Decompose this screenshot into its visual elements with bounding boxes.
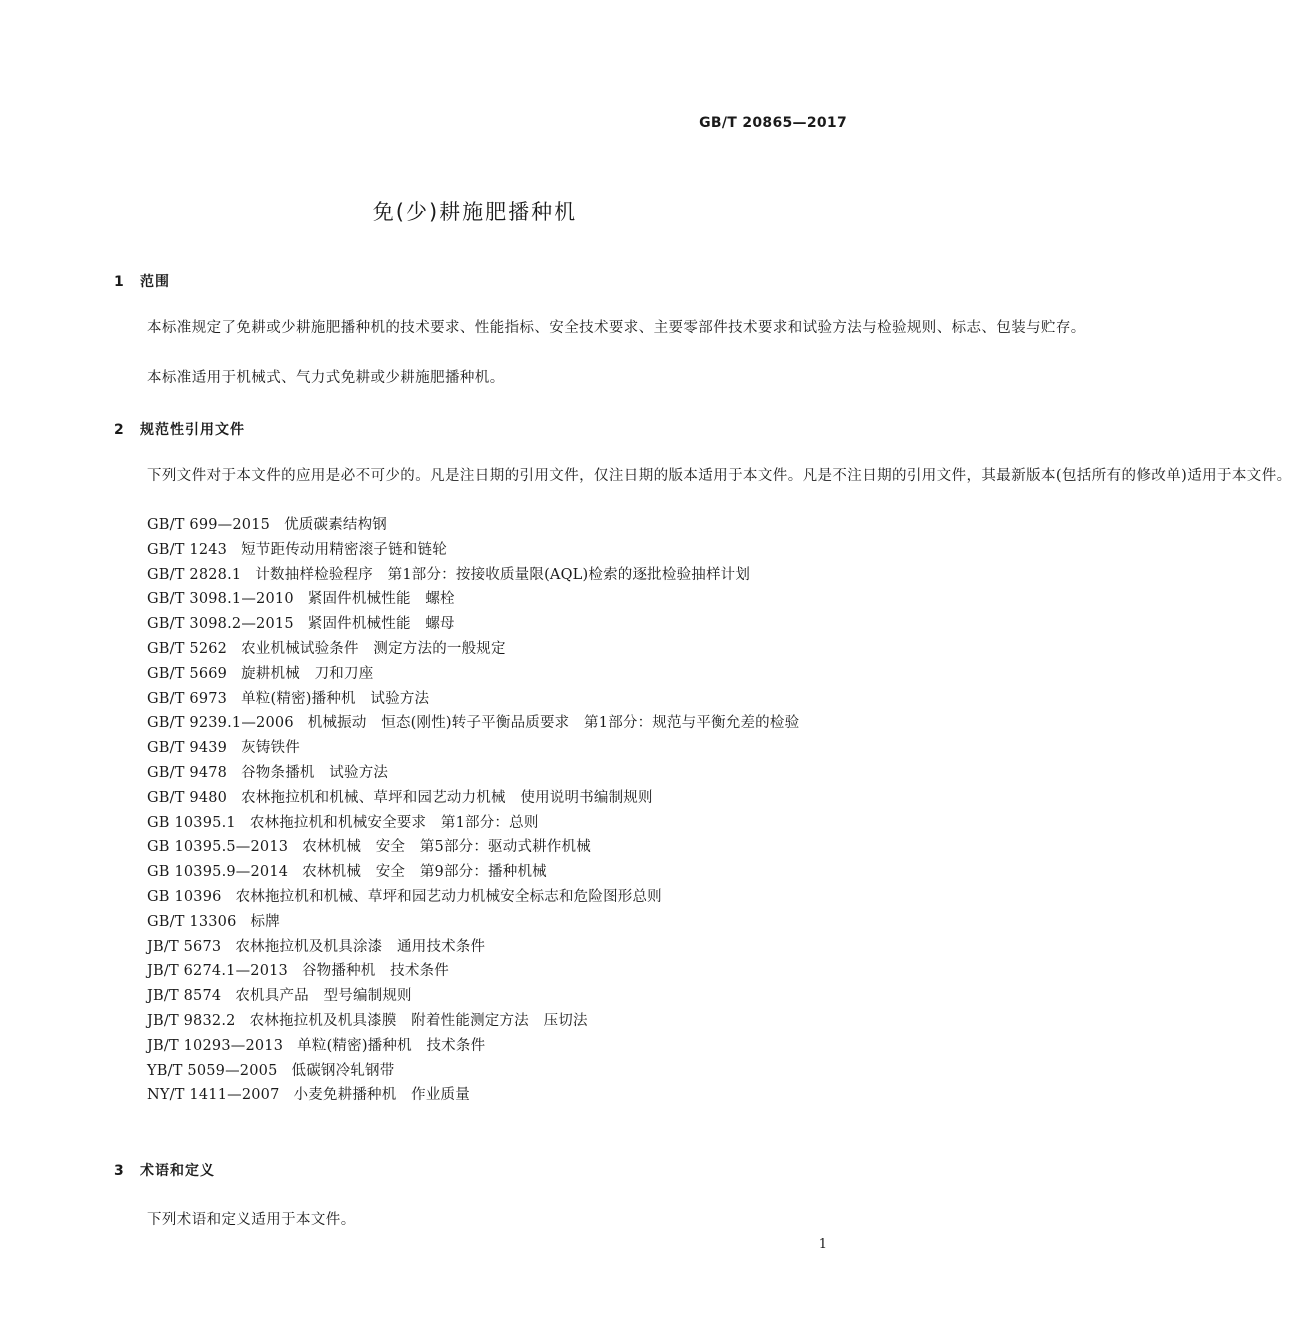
- reference-item: [114, 835, 849, 860]
- references-intro-paragraph: 下列文件对于本文件的应用是必不可少的。凡是注日期的引用文件，仅注日期的版本适用于本文件。凡是不注日期的引用文件，其最新版本(包括所有的修改单)适用于本文件。: [147, 468, 1292, 484]
- reference-item: [114, 761, 849, 786]
- reference-code: GB 10395.9—2014: [147, 864, 289, 881]
- reference-title: 农业机械试验条件 测定方法的一般规定: [241, 640, 506, 657]
- section-number: 3: [114, 1163, 125, 1179]
- reference-item: [114, 1009, 849, 1034]
- reference-code: GB 10395.5—2013: [147, 839, 289, 856]
- reference-code: JB/T 5673: [147, 938, 222, 955]
- reference-title: 农林拖拉机及机具漆膜 附着性能测定方法 压切法: [249, 1012, 588, 1029]
- reference-title: 优质碳素结构钢: [284, 517, 387, 533]
- reference-item: [114, 563, 849, 588]
- reference-item: [114, 1083, 849, 1108]
- reference-item: [114, 984, 849, 1009]
- reference-title: 农林拖拉机和机械、草坪和园艺动力机械安全标志和危险图形总则: [235, 888, 662, 905]
- reference-title: 单粒(精密)播种机 技术条件: [297, 1037, 486, 1054]
- reference-title: 农林机械 安全 第9部分：播种机械: [302, 864, 547, 881]
- reference-item: [114, 811, 849, 836]
- section-title: 范围: [140, 274, 170, 290]
- reference-code: GB/T 2828.1: [147, 566, 242, 583]
- reference-title: 旋耕机械 刀和刀座: [241, 665, 374, 682]
- reference-item: [114, 612, 849, 637]
- section-number: 1: [114, 274, 125, 290]
- terms-intro-paragraph: 下列术语和定义适用于本文件。: [147, 1212, 356, 1228]
- reference-item: [114, 736, 849, 761]
- reference-code: GB 10395.1: [147, 814, 236, 831]
- reference-title: 农林拖拉机及机具涂漆 通用技术条件: [235, 938, 486, 955]
- reference-item: [114, 786, 849, 811]
- reference-title: 短节距传动用精密滚子链和链轮: [241, 541, 447, 558]
- reference-list: [114, 513, 849, 1108]
- section-number: 2: [114, 422, 125, 438]
- reference-code: GB/T 9439: [147, 740, 228, 757]
- reference-item: [114, 637, 849, 662]
- page-number: 1: [818, 1237, 827, 1252]
- reference-title: 低碳钢冷轧钢带: [291, 1062, 395, 1079]
- reference-title: 单粒(精密)播种机 试验方法: [241, 690, 430, 707]
- reference-item: [114, 910, 849, 935]
- reference-item: [114, 1059, 849, 1084]
- reference-code: GB/T 699—2015: [147, 517, 271, 533]
- reference-code: GB/T 9239.1—2006: [147, 715, 294, 732]
- reference-code: GB/T 9478: [147, 764, 228, 781]
- reference-code: YB/T 5059—2005: [147, 1062, 278, 1079]
- reference-code: JB/T 8574: [147, 988, 222, 1005]
- reference-code: JB/T 6274.1—2013: [147, 963, 288, 980]
- reference-item: [114, 587, 849, 612]
- reference-title: 紧固件机械性能 螺栓: [307, 591, 455, 608]
- reference-title: 紧固件机械性能 螺母: [307, 616, 455, 633]
- reference-item: [114, 711, 849, 736]
- reference-title: 谷物播种机 技术条件: [301, 963, 449, 980]
- reference-item: [114, 860, 849, 885]
- section-title: 术语和定义: [140, 1163, 215, 1179]
- reference-code: JB/T 9832.2: [147, 1012, 236, 1029]
- reference-code: JB/T 10293—2013: [147, 1037, 284, 1054]
- reference-title: 机械振动 恒态(刚性)转子平衡品质要求 第1部分：规范与平衡允差的检验: [307, 715, 800, 732]
- reference-title: 谷物条播机 试验方法: [241, 764, 389, 781]
- reference-code: GB/T 3098.2—2015: [147, 616, 294, 633]
- reference-code: GB/T 5669: [147, 665, 228, 682]
- reference-code: GB/T 3098.1—2010: [147, 591, 294, 608]
- reference-item: [114, 513, 849, 538]
- section-title: 规范性引用文件: [140, 422, 245, 438]
- reference-item: [114, 959, 849, 984]
- reference-title: 农林机械 安全 第5部分：驱动式耕作机械: [302, 839, 591, 856]
- reference-title: 灰铸铁件: [241, 740, 300, 757]
- reference-title: 标牌: [250, 913, 280, 930]
- reference-code: GB/T 13306: [147, 913, 237, 930]
- reference-title: 小麦免耕播种机 作业质量: [293, 1087, 470, 1104]
- reference-item: [114, 1034, 849, 1059]
- reference-title: 农林拖拉机和机械安全要求 第1部分：总则: [249, 814, 539, 831]
- scope-paragraph-1: 本标准规定了免耕或少耕施肥播种机的技术要求、性能指标、安全技术要求、主要零部件技术要求和试验方法与检验规则、标志、包装与贮存。: [147, 320, 1086, 336]
- standard-code: GB/T 20865—2017: [699, 115, 847, 131]
- reference-item: [114, 885, 849, 910]
- reference-code: NY/T 1411—2007: [147, 1087, 280, 1104]
- section-heading-normative-references: [114, 419, 245, 439]
- reference-code: GB/T 6973: [147, 690, 228, 707]
- reference-item: [114, 662, 849, 687]
- reference-title: 计数抽样检验程序 第1部分：按接收质量限(AQL)检索的逐批检验抽样计划: [255, 566, 751, 583]
- reference-code: GB 10396: [147, 888, 222, 905]
- scope-paragraph-2: 本标准适用于机械式、气力式免耕或少耕施肥播种机。: [147, 370, 505, 386]
- section-heading-scope: [114, 271, 170, 291]
- section-heading-terms-and-definitions: [114, 1160, 215, 1180]
- reference-title: 农林拖拉机和机械、草坪和园艺动力机械 使用说明书编制规则: [241, 789, 653, 806]
- reference-item: [114, 538, 849, 563]
- document-title: 免(少)耕施肥播种机: [372, 200, 578, 224]
- reference-code: GB/T 1243: [147, 541, 228, 558]
- reference-title: 农机具产品 型号编制规则: [235, 988, 412, 1005]
- reference-code: GB/T 9480: [147, 789, 228, 806]
- reference-item: [114, 935, 849, 960]
- reference-item: [114, 687, 849, 712]
- reference-code: GB/T 5262: [147, 640, 228, 657]
